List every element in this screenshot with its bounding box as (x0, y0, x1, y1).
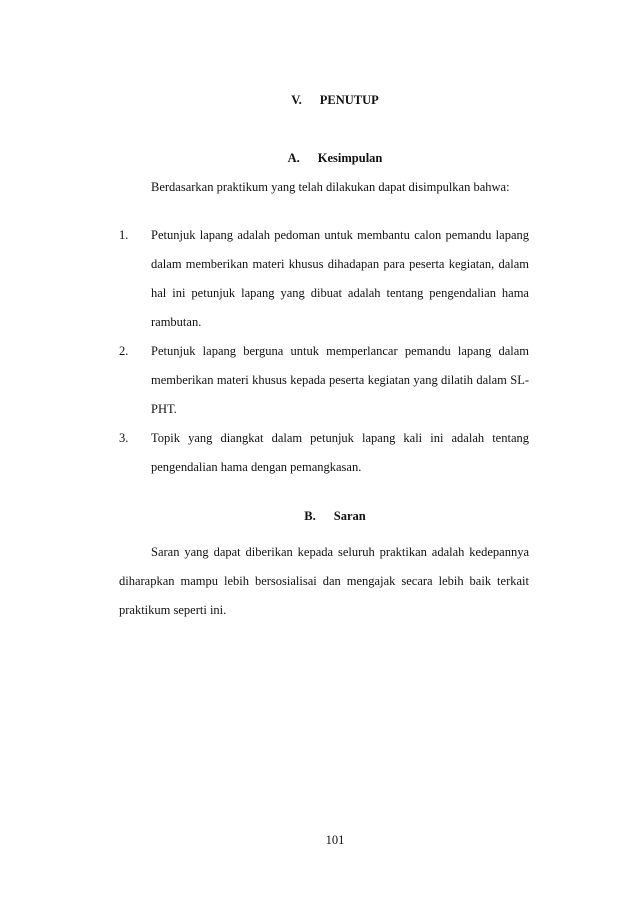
list-item-line: Petunjuk lapang berguna untuk memperlancar pemandu lapang dalam (151, 344, 529, 358)
list-item-marker: 3. (119, 431, 129, 445)
chapter-title: PENUTUP (319, 93, 379, 107)
list-item-line: PHT. (151, 402, 177, 416)
section-b-number: B. (304, 509, 316, 523)
list-item-line: dalam memberikan materi khusus dihadapan para peserta kegiatan, dalam (151, 257, 529, 271)
chapter-number: V. (291, 93, 302, 107)
list-item-marker: 2. (119, 344, 129, 358)
conclusion-list (119, 221, 529, 482)
list-item (119, 221, 529, 337)
section-b-heading (0, 508, 638, 524)
list-item-line: memberikan materi khusus kepada peserta kegiatan yang dilatih dalam SL- (151, 373, 529, 387)
section-a-number: A. (287, 151, 300, 165)
section-a-heading (0, 150, 638, 166)
suggestion-line: diharapkan mampu lebih bersosialisai dan mengajak secara lebih baik terkait (119, 574, 529, 588)
list-item-line: Petunjuk lapang adalah pedoman untuk membantu calon pemandu lapang (151, 228, 529, 242)
section-a-title: Kesimpulan (317, 151, 383, 165)
chapter-heading (0, 92, 638, 108)
suggestion-line: Saran yang dapat diberikan kepada seluruh praktikan adalah kedepannya (151, 545, 529, 559)
list-item-line: pengendalian hama dengan pemangkasan. (151, 460, 362, 474)
list-item (119, 424, 529, 482)
page-number: 101 (325, 833, 345, 847)
suggestion-paragraph (119, 538, 529, 625)
section-b-title: Saran (333, 509, 366, 523)
list-item-line: rambutan. (151, 315, 202, 329)
suggestion-line: praktikum seperti ini. (119, 603, 227, 617)
list-item (119, 337, 529, 424)
conclusion-intro: Berdasarkan praktikum yang telah dilakukan dapat disimpulkan bahwa: (151, 180, 510, 194)
list-item-line: hal ini petunjuk lapang yang dibuat adalah tentang pengendalian hama (151, 286, 529, 300)
list-item-line: Topik yang diangkat dalam petunjuk lapang kali ini adalah tentang (151, 431, 529, 445)
list-item-marker: 1. (119, 228, 129, 242)
